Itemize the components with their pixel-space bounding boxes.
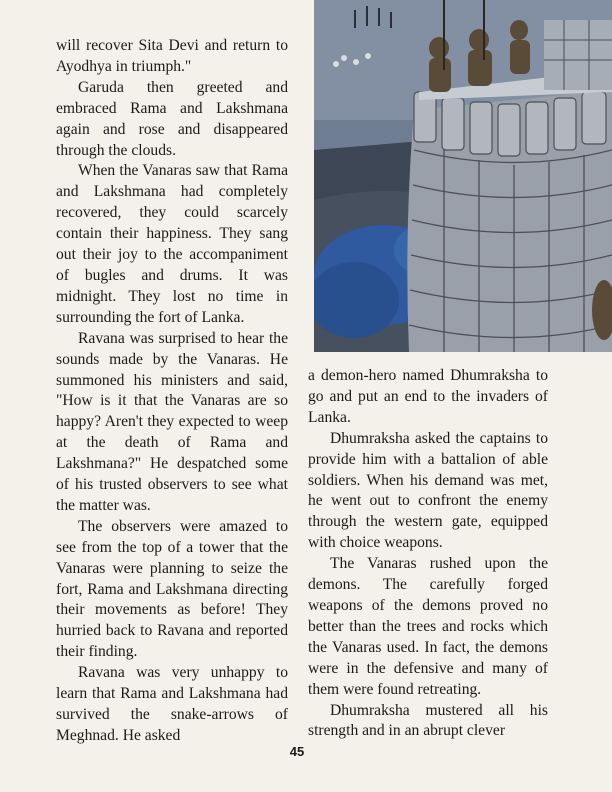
paragraph: The Vanaras rushed upon the demons. The carefully forged weapons of the demons proved no better than the trees and rocks which the Vanaras used. In fact, the demons were in the defensive and many of them were found retreating. — [308, 555, 548, 698]
paragraph: When the Vanaras saw that Rama and Lakshmana had completely recovered, they could scarcely contain their happiness. They sang out their joy to the accompaniment of bugles and drums. It was midnight. They lost no time in surrounding the fort of Lanka. — [56, 162, 288, 326]
paragraph: Dhumraksha mustered all his strength and in an abrupt clever — [308, 701, 548, 740]
paragraph: Dhumraksha asked the captains to provide him with a battalion of able soldiers. When his demand was met, he went out to confront the enemy through the western gate, equipped with choice weapons. — [308, 429, 548, 552]
paragraph: Garuda then greeted and embraced Rama and Lakshmana again and rose and disappeared through the clouds. — [56, 78, 288, 159]
paragraph: Ravana was surprised to hear the sounds made by the Vanaras. He summoned his ministers and said, "How is it that the Vanaras are so happy? Aren't they expected to weep at the death of Rama and Lakshmana?" He despatched some of his trusted observers to see what the matter was. — [56, 329, 288, 514]
paragraph: a demon-hero named Dhumraksha to go and put an end to the invaders of Lanka. — [308, 367, 548, 426]
left-text-column — [56, 36, 288, 747]
paragraph: Ravana was very unhappy to learn that Rama and Lakshmana had survived the snake-arrows of Meghnad. He asked — [56, 664, 288, 744]
page-number: 45 — [289, 744, 305, 759]
fort-illustration — [314, 0, 612, 352]
paragraph: The observers were amazed to see from the top of a tower that the Vanaras were planning to seize the fort, Rama and Lakshmana directing their movements as before! They hurried back to Ravana and reported their finding. — [56, 517, 288, 661]
paragraph: will recover Sita Devi and return to Ayodhya in triumph." — [56, 37, 288, 75]
right-text-column — [308, 366, 548, 742]
fort-illustration-drawing — [314, 0, 612, 352]
